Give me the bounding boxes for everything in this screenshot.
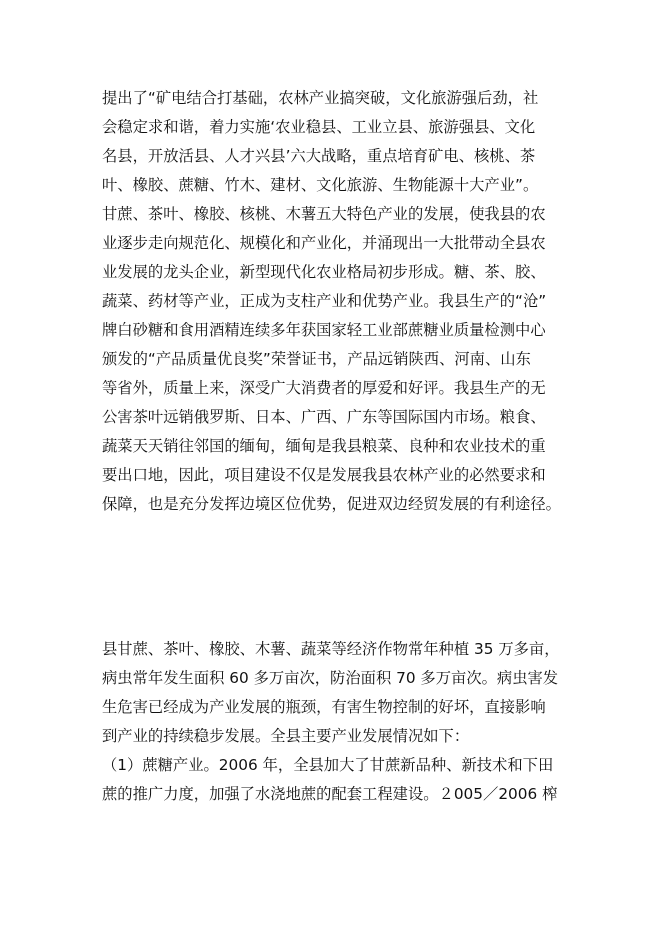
text-line: 颁发的“产品质量优良奖”荣誉证书，产品远销陕西、河南、山东 <box>102 350 531 368</box>
paragraph-1 <box>102 84 562 519</box>
text-line: 要出口地，因此，项目建设不仅是发展我县农林产业的必然要求和 <box>102 466 546 484</box>
text-line: 会稳定求和谐，着力实施‘农业稳县、工业立县、旅游强县、文化 <box>102 118 536 136</box>
text-line: （1）蔗糖产业。2006 年，全县加大了甘蔗新品种、新技术和下田 <box>102 756 554 774</box>
text-line: 病虫常年发生面积 60 多万亩次，防治面积 70 多万亩次。病虫害发 <box>102 669 559 687</box>
text-line: 甘蔗、茶叶、橡胶、核桃、木薯五大特色产业的发展，使我县的农 <box>102 205 546 223</box>
text-line: 业逐步走向规范化、规模化和产业化，并涌现出一大批带动全县农 <box>102 234 546 252</box>
text-line: 叶、橡胶、蔗糖、竹木、建材、文化旅游、生物能源十大产业”。 <box>102 176 539 194</box>
text-line: 蔬菜、药材等产业，正成为支柱产业和优势产业。我县生产的“沧” <box>102 292 547 310</box>
text-line: 县甘蔗、茶叶、橡胶、木薯、蔬菜等经济作物常年种植 35 万多亩， <box>102 640 560 658</box>
text-line: 业发展的龙头企业，新型现代化农业格局初步形成。糖、茶、胶、 <box>102 263 546 281</box>
text-line: 等省外，质量上来，深受广大消费者的厚爱和好评。我县生产的无 <box>102 379 546 397</box>
text-line: 名县，开放活县、人才兴县’六大战略，重点培育矿电、核桃、茶 <box>102 147 536 165</box>
text-line: 蔗的推广力度，加强了水浇地蔗的配套工程建设。２005／2006 榨 <box>102 785 558 803</box>
text-line: 到产业的持续稳步发展。全县主要产业发展情况如下： <box>102 727 470 745</box>
text-line: 蔬菜天天销往邻国的缅甸，缅甸是我县粮菜、良种和农业技术的重 <box>102 437 546 455</box>
text-line: 提出了“矿电结合打基础，农林产业搞突破，文化旅游强后劲，社 <box>102 89 539 107</box>
paragraph-2 <box>102 635 562 809</box>
text-line: 生危害已经成为产业发展的瓶颈，有害生物控制的好坏，直接影响 <box>102 698 546 716</box>
text-line: 保障，也是充分发挥边境区位优势，促进双边经贸发展的有利途径。 <box>102 495 561 513</box>
text-line: 公害茶叶远销俄罗斯、日本、广西、广东等国际国内市场。粮食、 <box>102 408 546 426</box>
text-line: 牌白砂糖和食用酒精连续多年获国家轻工业部蔗糖业质量检测中心 <box>102 321 546 339</box>
